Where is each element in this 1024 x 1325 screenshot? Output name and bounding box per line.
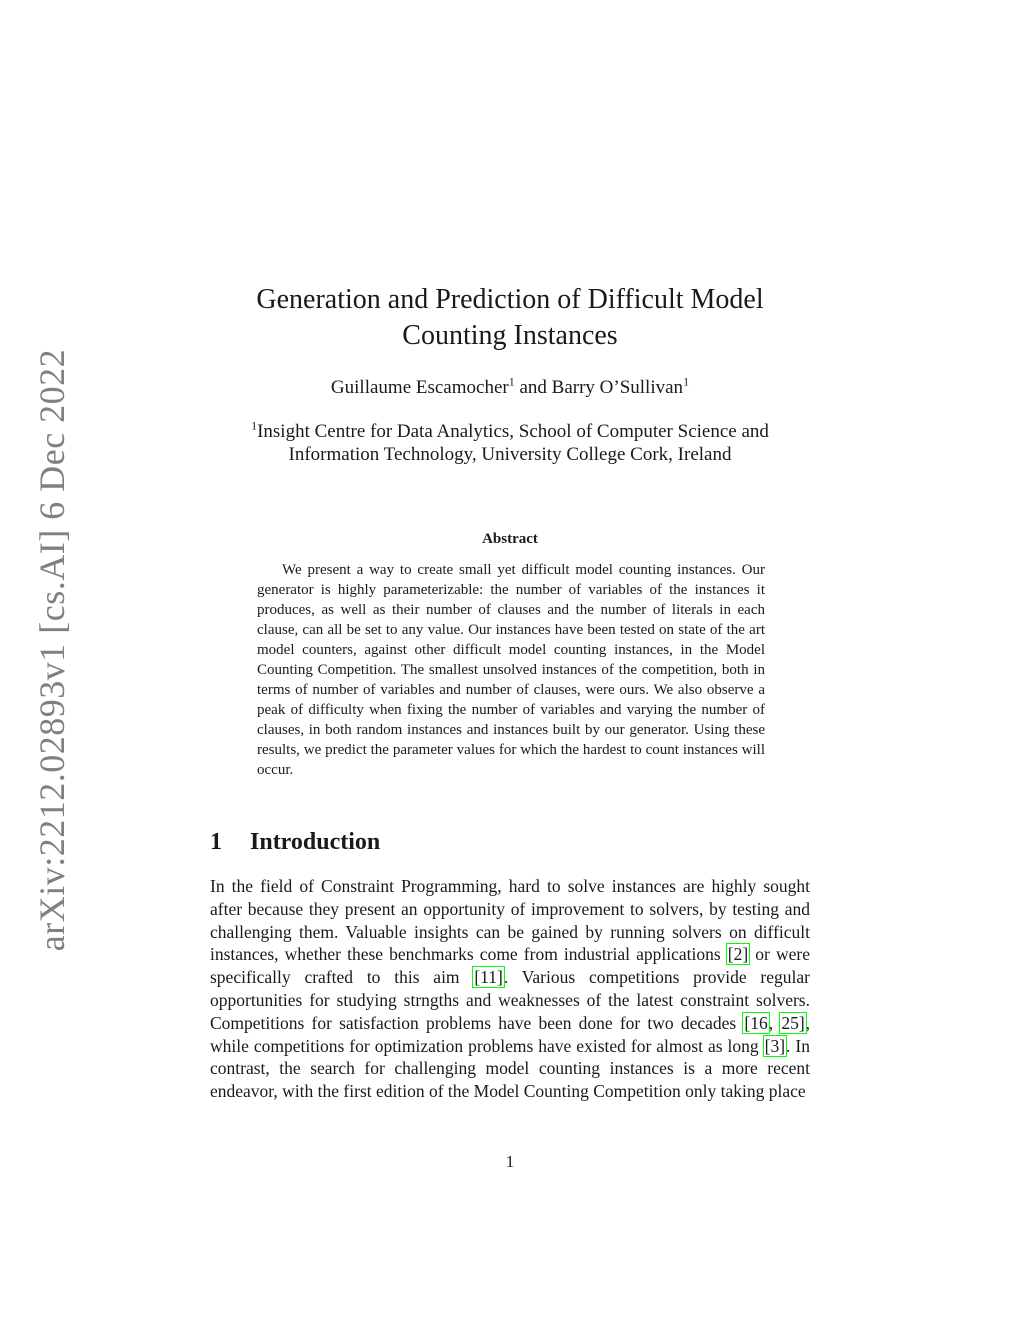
abstract-heading: Abstract [482,531,538,547]
intro-text-3: . Various competitions provide regular opportunities for studying strngths and weaknesses of the latest constraint solvers. Competitions for satisfaction problems have been done for two decades [210,967,810,1033]
intro-text-1: In the field of Constraint Programming, hard to solve instances are highly sought after because they present an opportunity of improvement to solvers, by testing and challenging them. Valuable insights can be gained by running solvers on difficult instances, whether these benchmarks come from industrial applications [210,876,810,965]
page-number: 1 [505,1152,515,1171]
section-number: 1 [210,829,222,855]
affil-line-1: Insight Centre for Data Analytics, School of Computer Science and [257,421,769,442]
author-list [210,374,810,399]
title-line-2: Counting Instances [402,320,618,351]
author-1-affil-mark: 1 [508,374,515,389]
intro-text-4: , [768,1012,781,1033]
author-separator: and [514,377,552,398]
intro-text-2: or were specifically crafted to this aim [210,944,810,988]
affiliation [210,420,810,466]
abstract-text: We present a way to create small yet difficult model counting instances. Our generator is highly parameterizable: the number of variables of the instances it produces, as well as their number of clauses and the number of literals in each clause, can all be set to any value. Our instances have been tested on state of the art model counters, against other difficult model counting instances, in the Model Counting Competition. The smallest unsolved instances of the competition, both in terms of number of variables and number of clauses, were ours. We also observe a peak of difficulty when fixing the number of variables and varying the number of clauses, in both random instances and instances built by our generator. Using these results, we predict the parameter values for which the hardest to count instances will occur. [257,562,765,778]
author-1: Guillaume Escamocher [330,377,509,398]
section-title: Introduction [250,829,381,855]
affil-mark: 1 [251,418,258,433]
introduction-paragraph [210,875,810,1103]
section-heading-introduction [210,829,380,856]
paper-title [210,282,810,354]
citation-link-2[interactable]: [2] [727,944,749,965]
affil-line-2: Information Technology, University College Cork, Ireland [288,444,732,465]
citation-link-3[interactable]: [3] [764,1035,786,1056]
author-2-affil-mark: 1 [683,374,690,389]
arxiv-id-text: arXiv:2212.02893v1 [cs.AI] 6 Dec 2022 [32,348,72,952]
citation-link-25[interactable]: 25] [781,1012,805,1033]
title-line-1: Generation and Prediction of Difficult Model [256,284,764,315]
author-2: Barry O’Sullivan [551,377,684,398]
citation-link-11[interactable]: [11] [474,967,503,988]
intro-text-6: . In contrast, the search for challenging model counting instances is a more recent endeavor, with the first edition of the Model Counting Competition only taking place [210,1035,810,1102]
intro-text-5: , while competitions for optimization problems have existed for almost as long [210,1012,811,1056]
citation-link-16[interactable]: [16 [744,1012,768,1033]
arxiv-identifier [22,348,82,952]
